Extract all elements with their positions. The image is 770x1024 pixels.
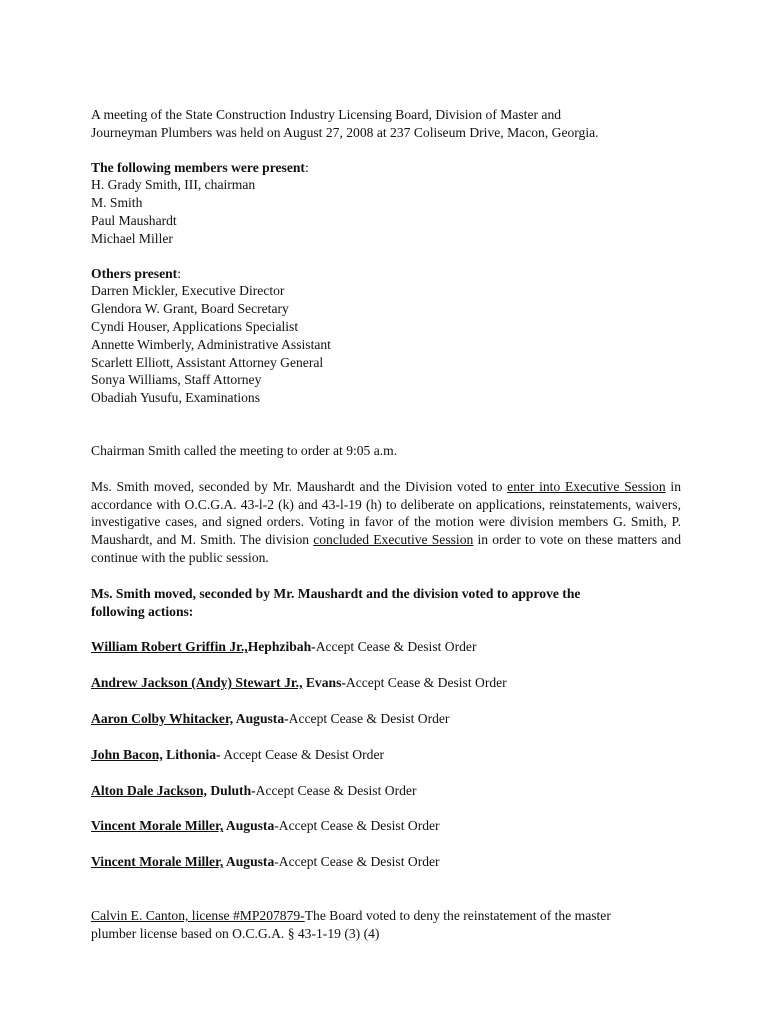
respondent-name: Andrew Jackson (Andy) Stewart Jr., [91, 675, 303, 691]
exec-session-text-2: in accordance with O.C.G.A. 43-l-2 (k) and 43-l-19 (h) to deliberate on applications, reinstatements, waivers, investigative cases, and signed orders. Voting in favor of the motion were division members G. Smith, P. Maushardt, and M. Smith. The division [91, 478, 681, 548]
respondent-name: Aaron Colby Whitacker, [91, 710, 234, 726]
intro-line-1: A meeting of the State Construction Industry Licensing Board, Division of Master and [91, 107, 562, 122]
respondent-place: Lithonia- [162, 746, 221, 762]
respondent-place: Augusta- [233, 710, 289, 726]
other-attendee: Darren Mickler, Executive Director [91, 283, 285, 299]
member-name: Paul Maushardt [91, 212, 177, 228]
action-item [91, 817, 681, 835]
action-text: Accept Cease & Desist Order [255, 782, 417, 798]
respondent-place: Duluth- [206, 782, 256, 798]
call-to-order: Chairman Smith called the meeting to order at 9:05 a.m. [91, 442, 398, 458]
respondent-place: Hephzibah- [247, 639, 316, 655]
approval-line-2: following actions: [91, 603, 194, 619]
members-heading: The following members were present [91, 159, 305, 175]
others-present-section [91, 265, 681, 407]
intro-paragraph [91, 106, 681, 142]
member-name: Michael Miller [91, 230, 173, 246]
action-text: Accept Cease & Desist Order [220, 746, 385, 762]
member-name: H. Grady Smith, III, chairman [91, 177, 256, 193]
action-item [91, 853, 681, 871]
action-text: Accept Cease & Desist Order [345, 675, 507, 691]
members-heading-line [91, 159, 681, 177]
other-attendee: Scarlett Elliott, Assistant Attorney General [91, 354, 324, 370]
action-item [91, 674, 681, 692]
canton-license-link: Calvin E. Canton, license #MP207879- [91, 907, 305, 923]
members-heading-colon: : [304, 159, 309, 175]
action-text: -Accept Cease & Desist Order [274, 854, 440, 870]
respondent-name: Vincent Morale Miller, [91, 854, 224, 870]
enter-executive-session-link: enter into Executive Session [507, 478, 666, 494]
approval-motion [91, 585, 681, 621]
members-present-section [91, 159, 681, 248]
approval-line-1: Ms. Smith moved, seconded by Mr. Maushardt and the division voted to approve the [91, 585, 581, 601]
canton-decision [91, 907, 681, 943]
intro-line-2: Journeyman Plumbers was held on August 27, 2008 at 237 Coliseum Drive, Macon, Georgia. [91, 124, 599, 140]
others-heading-colon: : [177, 265, 181, 281]
canton-line-1 [91, 907, 681, 925]
concluded-executive-session-link: concluded Executive Session [313, 532, 474, 548]
respondent-name: John Bacon, [91, 746, 163, 762]
action-text: Accept Cease & Desist Order [315, 639, 477, 655]
document-page [91, 106, 681, 943]
executive-session-paragraph [91, 478, 681, 567]
respondent-name: Alton Dale Jackson, [91, 782, 207, 798]
respondent-place: Augusta [223, 854, 275, 870]
canton-line-2: plumber license based on O.C.G.A. § 43-1-19 (3) (4) [91, 925, 380, 941]
action-item [91, 710, 681, 728]
canton-text-1: The Board voted to deny the reinstatement of the master [304, 907, 611, 923]
other-attendee: Glendora W. Grant, Board Secretary [91, 301, 289, 317]
respondent-name: William Robert Griffin Jr., [91, 639, 248, 655]
respondent-name: Vincent Morale Miller, [91, 818, 224, 834]
action-text: -Accept Cease & Desist Order [274, 818, 440, 834]
action-text: Accept Cease & Desist Order [288, 710, 450, 726]
respondent-place: Augusta [223, 818, 275, 834]
action-item [91, 638, 681, 656]
other-attendee: Annette Wimberly, Administrative Assistant [91, 336, 331, 352]
others-heading: Others present [91, 265, 178, 281]
others-heading-line [91, 265, 681, 283]
action-item [91, 746, 681, 764]
other-attendee: Sonya Williams, Staff Attorney [91, 372, 262, 388]
other-attendee: Obadiah Yusufu, Examinations [91, 390, 261, 406]
exec-session-text-1: Ms. Smith moved, seconded by Mr. Maushardt and the Division voted to [91, 478, 508, 494]
action-item [91, 782, 681, 800]
respondent-place: Evans- [302, 675, 346, 691]
other-attendee: Cyndi Houser, Applications Specialist [91, 318, 299, 334]
member-name: M. Smith [91, 195, 143, 211]
exec-session-text-3: in order to vote on these matters and continue with the public session. [91, 532, 681, 565]
